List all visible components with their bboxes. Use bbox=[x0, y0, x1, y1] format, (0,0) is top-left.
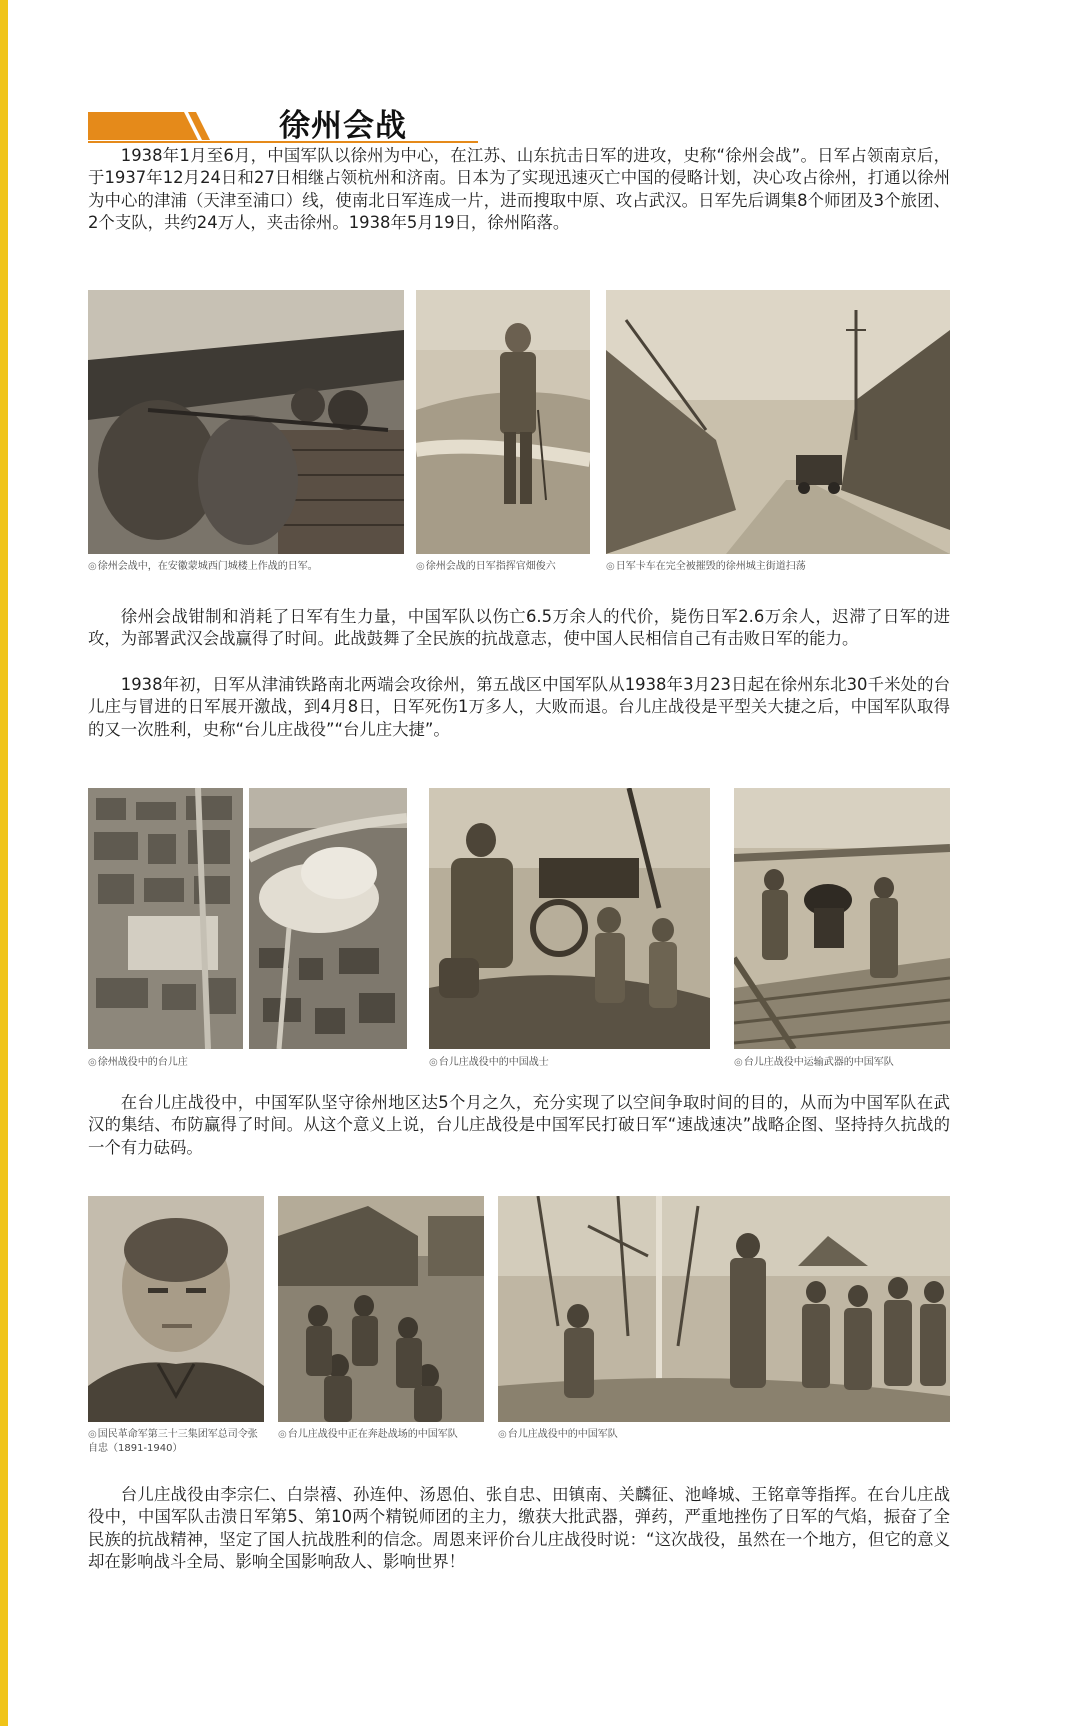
title-accent-bar bbox=[88, 112, 216, 140]
photo-hata-shunroku bbox=[416, 290, 590, 554]
photo-troops-rushing-to-battlefield bbox=[278, 1196, 484, 1422]
caption-photo-3: ◎ 日军卡车在完全被摧毁的徐州城主街道扫荡 bbox=[606, 560, 950, 574]
photo-destroyed-xuzhou-street bbox=[606, 290, 950, 554]
caption-photo-4: ◎ 徐州战役中的台儿庄 bbox=[88, 1056, 407, 1070]
photo-taierzhuang-aerial-2 bbox=[249, 788, 407, 1049]
caption-photo-8: ◎ 台儿庄战役中正在奔赴战场的中国军队 bbox=[278, 1428, 484, 1442]
page-title: 徐州会战 bbox=[279, 108, 407, 144]
photo-taierzhuang-aerial-1 bbox=[88, 788, 243, 1049]
caption-photo-5: ◎ 台儿庄战役中的中国战士 bbox=[429, 1056, 710, 1070]
photo-zhang-zizhong-portrait bbox=[88, 1196, 264, 1422]
caption-photo-2: ◎ 徐州会战的日军指挥官畑俊六 bbox=[416, 560, 606, 574]
paragraph-taierzhuang-significance: 在台儿庄战役中，中国军队坚守徐州地区达5个月之久，充分实现了以空间争取时间的目的，从而为中国军队在武汉的集结、布防赢得了时间。从这个意义上说，台儿庄战役是中国军民打破日军“速战速决”战略企图、坚持持久抗战的一个有力砝码。 bbox=[88, 1093, 950, 1157]
paragraph-taierzhuang-battle: 1938年初，日军从津浦铁路南北两端会攻徐州，第五战区中国军队从1938年3月23日起在徐州东北30千米处的台儿庄与冒进的日军展开激战，到4月8日，日军死伤1万多人，大败而退。台儿庄战役是平型关大捷之后，中国军队取得的又一次胜利，史称“台儿庄战役”“台儿庄大捷”。 bbox=[88, 675, 950, 739]
caption-photo-9: ◎ 台儿庄战役中的中国军队 bbox=[498, 1428, 950, 1442]
photo-japanese-troops-on-gate-tower bbox=[88, 290, 404, 554]
paragraph-xuzhou-result: 徐州会战钳制和消耗了日军有生力量，中国军队以伤亡6.5万余人的代价，毙伤日军2.6万余人，迟滞了日军的进攻，为部署武汉会战赢得了时间。此战鼓舞了全民族的抗战意志，使中国人民相信自己有击败日军的能力。 bbox=[88, 607, 950, 649]
photo-transporting-weapons bbox=[734, 788, 950, 1049]
paragraph-intro: 1938年1月至6月，中国军队以徐州为中心，在江苏、山东抗击日军的进攻，史称“徐州会战”。日军占领南京后，于1937年12月24日和27日相继占领杭州和济南。日本为了实现迅速灭亡中国的侵略计划，决心攻占徐州，打通以徐州为中心的津浦（天津至浦口）线，使南北日军连成一片，进而搜取中原、攻占武汉。日军先后调集8个师团及3个旅团、2个支队，共约24万人，夹击徐州。1938年5月19日，徐州陷落。 bbox=[88, 146, 950, 233]
photo-chinese-army-column bbox=[498, 1196, 950, 1422]
caption-photo-6: ◎ 台儿庄战役中运输武器的中国军队 bbox=[734, 1056, 950, 1070]
side-stripe bbox=[0, 0, 8, 1726]
caption-photo-7: ◎ 国民革命军第三十三集团军总司令张自忠（1891-1940） bbox=[88, 1428, 264, 1456]
photo-chinese-soldiers bbox=[429, 788, 710, 1049]
paragraph-commanders-and-evaluation: 台儿庄战役由李宗仁、白崇禧、孙连仲、汤恩伯、张自忠、田镇南、关麟征、池峰城、王铭章等指挥。在台儿庄战役中，中国军队击溃日军第5、第10两个精锐师团的主力，缴获大批武器，弹药，严重地挫伤了日军的气焰，振奋了全民族的抗战精神，坚定了国人抗战胜利的信念。周恩来评价台儿庄战役时说：“这次战役，虽然在一个地方，但它的意义却在影响战斗全局、影响全国影响敌人、影响世界！ bbox=[88, 1485, 950, 1572]
caption-photo-1: ◎ 徐州会战中，在安徽蒙城西门城楼上作战的日军。 bbox=[88, 560, 404, 574]
